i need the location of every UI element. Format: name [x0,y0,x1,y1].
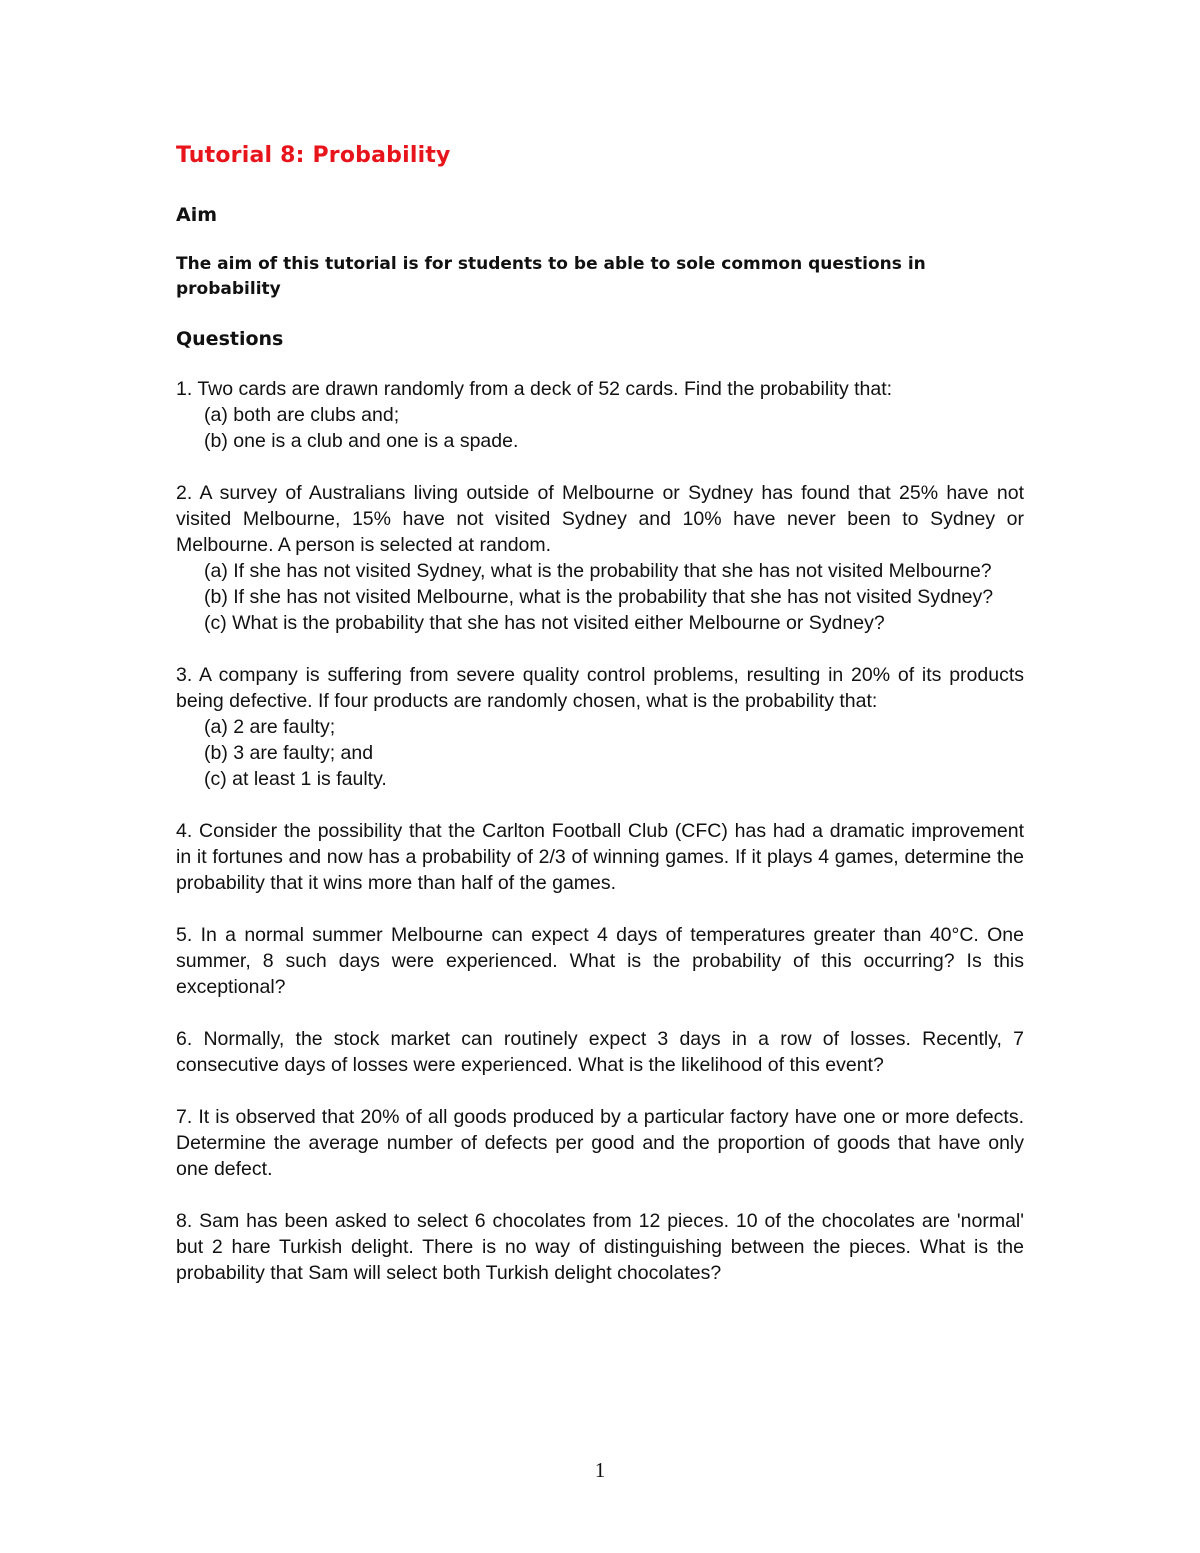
aim-text: The aim of this tutorial is for students to be able to sole common questions in probability [176,254,926,299]
question-3-part-b: (b) 3 are faulty; and [204,742,374,764]
question-4 [176,818,1024,896]
aim-heading: Aim [176,204,218,226]
question-1-part-b: (b) one is a club and one is a spade. [204,430,519,452]
question-1-text: 1. Two cards are drawn randomly from a deck of 52 cards. Find the probability that: [176,378,893,400]
question-2-part-a: (a) If she has not visited Sydney, what is the probability that she has not visited Melbourne? [204,560,992,582]
question-7 [176,1104,1024,1182]
page-number: 1 [594,1458,606,1482]
question-6-text: 6. Normally, the stock market can routinely expect 3 days in a row of losses. Recently, 7 consecutive days of losses were experienced. What is the likelihood of this event? [176,1028,1024,1076]
question-5 [176,922,1024,1000]
question-3-part-c: (c) at least 1 is faulty. [204,768,387,790]
question-2-part-c: (c) What is the probability that she has not visited either Melbourne or Sydney? [204,612,885,634]
document-page [176,140,1024,1286]
page-title: Tutorial 8: Probability [176,143,451,168]
questions-heading: Questions [176,328,284,350]
question-1-part-a: (a) both are clubs and; [204,404,400,426]
question-5-text: 5. In a normal summer Melbourne can expect 4 days of temperatures greater than 40°C. One summer, 8 such days were experienced. What is the probability of this occurring? Is this exceptional? [176,924,1024,998]
question-7-text: 7. It is observed that 20% of all goods produced by a particular factory have one or more defects. Determine the average number of defects per good and the proportion of goods that have only one defect. [176,1106,1024,1180]
question-3-part-a: (a) 2 are faulty; [204,716,336,738]
question-4-text: 4. Consider the possibility that the Carlton Football Club (CFC) has had a dramatic improvement in it fortunes and now has a probability of 2/3 of winning games. If it plays 4 games, determine the probability that it wins more than half of the games. [176,820,1024,894]
question-8-text: 8. Sam has been asked to select 6 chocolates from 12 pieces. 10 of the chocolates are 'normal' but 2 hare Turkish delight. There is no way of distinguishing between the pieces. What is the probability that Sam will select both Turkish delight chocolates? [176,1210,1024,1284]
question-2-text: 2. A survey of Australians living outside of Melbourne or Sydney has found that 25% have not visited Melbourne, 15% have not visited Sydney and 10% have never been to Sydney or Melbourne. A person is selected at random. [176,482,1024,556]
question-3-text: 3. A company is suffering from severe quality control problems, resulting in 20% of its products being defective. If four products are randomly chosen, what is the probability that: [176,664,1024,712]
question-8 [176,1208,1024,1286]
question-1 [176,376,1024,454]
question-3 [176,662,1024,792]
question-2 [176,480,1024,636]
question-6 [176,1026,1024,1078]
question-2-part-b: (b) If she has not visited Melbourne, what is the probability that she has not visited Sydney? [204,586,994,608]
